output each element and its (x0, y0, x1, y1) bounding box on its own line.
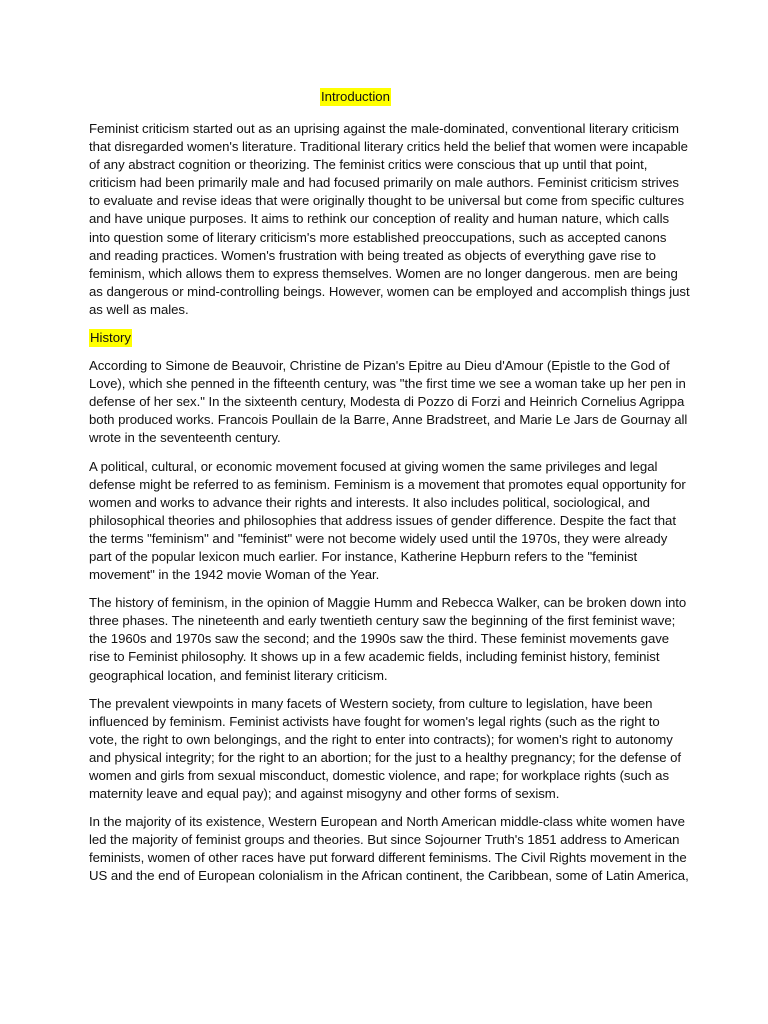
history-paragraph-1: According to Simone de Beauvoir, Christine de Pizan's Epitre au Dieu d'Amour (Epistle to the God of Love), which she penned in the fifteenth century, was "the first time we see a woman take up her pen in defense of her sex." In the sixteenth century, Modesta di Pozzo di Forzi and Heinrich Cornelius Agrippa both produced works. Francois Poullain de la Barre, Anne Bradstreet, and Marie Le Jars de Gournay all wrote in the seventeenth century. (89, 358, 688, 446)
introduction-paragraph: Feminist criticism started out as an uprising against the male-dominated, conventional literary criticism that disregarded women's literature. Traditional literary critics held the belief that women were incapable of any abstract cognition or theorizing. The feminist critics were conscious that up until that point, criticism had been primarily male and had focused primarily on male authors. Feminist criticism strives to evaluate and revise ideas that were originally thought to be universal but come from specific cultures and have unique purposes. It aims to rethink our conception of reality and human nature, which calls into question some of literary criticism's more established preoccupations, such as accepted canons and reading practices. Women's frustration with being treated as objects of everything gave rise to feminism, which allows them to express themselves. Women are no longer dangerous. men are being as dangerous or mind-controlling beings. However, women can be employed and accomplish things just as well as males. (89, 121, 690, 317)
introduction-heading-container (89, 88, 690, 106)
history-paragraph-4: The prevalent viewpoints in many facets of Western society, from culture to legislation, have been influenced by feminism. Feminist activists have fought for women's legal rights (such as the right to vote, the right to own belongings, and the right to enter into contracts); for women's right to autonomy and physical integrity; for the right to an abortion; for the just to a healthy pregnancy; for the defense of women and girls from sexual misconduct, domestic violence, and rape; for workplace rights (such as maternity leave and equal pay); and against misogyny and other forms of sexism. (89, 695, 682, 802)
history-heading: History (90, 330, 132, 346)
history-paragraph-3: The history of feminism, in the opinion of Maggie Humm and Rebecca Walker, can be broken down into three phases. The nineteenth and early twentieth century saw the beginning of the first feminist wave; the 1960s and 1970s saw the second; and the 1990s saw the third. These feminist movements gave rise to Feminist philosophy. It shows up in a few academic fields, including feminist history, feminist geographical location, and feminist literary criticism. (89, 595, 687, 683)
history-paragraph-5: In the majority of its existence, Western European and North American middle-class white women have led the majority of feminist groups and theories. But since Sojourner Truth's 1851 address to American feminists, women of other races have put forward different feminisms. The Civil Rights movement in the US and the end of European colonialism in the African continent, the Caribbean, some of Latin America, (89, 814, 689, 884)
history-heading-container (89, 329, 690, 347)
history-paragraph-2: A political, cultural, or economic movement focused at giving women the same privileges and legal defense might be referred to as feminism. Feminism is a movement that promotes equal opportunity for women and works to advance their rights and interests. It also includes political, sociological, and philosophical theories and philosophies that address issues of gender difference. Despite the fact that the terms "feminism" and "feminist" were not become widely used until the 1970s, they were already part of the popular lexicon much earlier. For instance, Katherine Hepburn refers to the "feminist movement" in the 1942 movie Woman of the Year. (89, 458, 686, 583)
introduction-heading: Introduction (321, 89, 390, 104)
